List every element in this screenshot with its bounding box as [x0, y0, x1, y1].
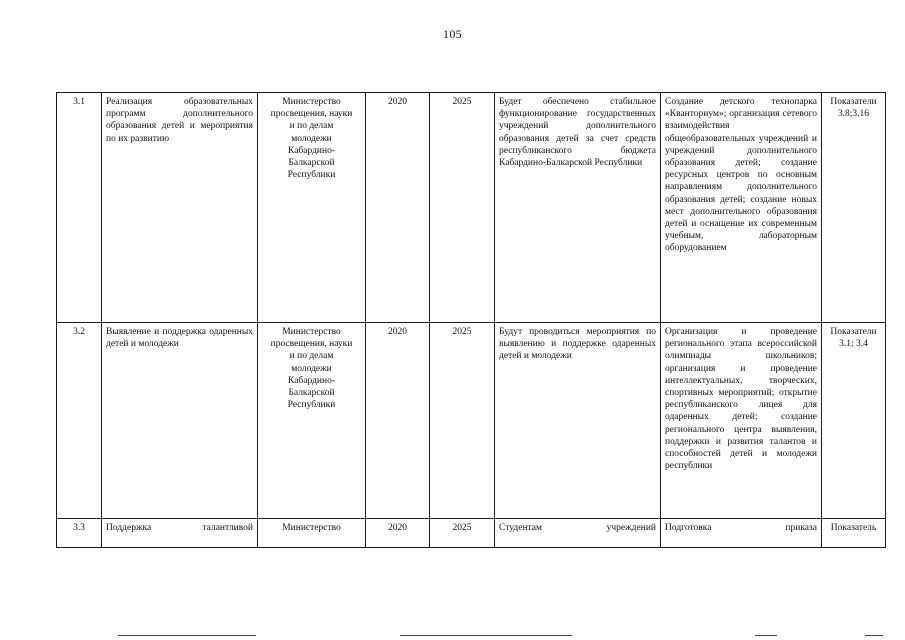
- executor-line: Министерство: [282, 523, 341, 533]
- table-row: [57, 93, 886, 323]
- executor-cell: [258, 93, 366, 323]
- expected-result: Будут проводиться мероприятия по выявлению и поддержке одаренных детей и молодежи: [495, 323, 661, 519]
- table-row: [57, 323, 886, 519]
- executor-line: Республики: [287, 170, 336, 181]
- executor-line: Министерство: [282, 327, 341, 337]
- executor-line: Кабардино-: [287, 145, 336, 156]
- activity-name: Выявление и поддержка одаренных детей и молодежи: [102, 323, 258, 519]
- row-number: 3.1: [57, 93, 102, 323]
- executor-line: и по делам: [289, 121, 334, 132]
- indicators-cell: [822, 519, 886, 548]
- indicators-line: 3.1; 3.4: [839, 339, 868, 350]
- executor-line: Министерство: [282, 97, 341, 107]
- executor-line: Балкарской: [288, 388, 335, 399]
- expected-result: Студентам учреждений: [495, 519, 661, 548]
- program-activities-table: [56, 92, 886, 548]
- main-directions: Организация и проведение регионального этапа всероссийской олимпиады школьников; организация и проведение интеллектуальных, творческих, спортивных мероприятий; открытие республиканского лицея для одаренных детей; создание регионального центра выявления, поддержки и развития талантов и способностей детей и молодежи республики: [661, 323, 822, 519]
- executor-line: молодежи: [291, 363, 332, 374]
- end-year: 2025: [430, 323, 495, 519]
- main-directions: Подготовка приказа: [661, 519, 822, 548]
- page-number: 105: [443, 27, 462, 41]
- indicators-cell: [822, 323, 886, 519]
- indicators-line: Показатель: [830, 523, 877, 533]
- executor-line: Республики: [287, 400, 336, 411]
- start-year: 2020: [366, 93, 430, 323]
- main-directions: Создание детского технопарка «Кванториум»; организация сетевого взаимодействия общеобразовательных учреждений и учреждений дополнительного образования детей; создание ресурсных центров по основным направлениям дополнительного образования детей; создание новых мест дополнительного образования детей и оснащение их современным учебным, лабораторным оборудованием: [661, 93, 822, 323]
- indicators-line: 3.8;3.16: [837, 109, 870, 120]
- end-year: 2025: [430, 93, 495, 323]
- expected-result: Будет обеспечено стабильное функционирование государственных учреждений дополнительного образования детей за счет средств республиканского бюджета Кабардино-Балкарской Республики: [495, 93, 661, 323]
- indicators-cell: [822, 93, 886, 323]
- start-year: 2020: [366, 323, 430, 519]
- start-year: 2020: [366, 519, 430, 548]
- end-year: 2025: [430, 519, 495, 548]
- table-row: [57, 519, 886, 548]
- activity-name: Реализация образовательных программ дополнительного образования детей и мероприятия по их развитию: [102, 93, 258, 323]
- executor-line: Кабардино-: [287, 375, 336, 386]
- executor-line: просвещения, науки: [270, 109, 353, 120]
- row-number: 3.3: [57, 519, 102, 548]
- scan-edge-line: [755, 635, 777, 636]
- scan-edge-line: [865, 635, 883, 636]
- scan-edge-line: [400, 635, 572, 636]
- executor-line: молодежи: [291, 133, 332, 144]
- indicators-line: Показатели: [830, 97, 877, 107]
- scan-edge-line: [118, 635, 256, 636]
- activity-name: Поддержка талантливой: [102, 519, 258, 548]
- indicators-line: Показатели: [830, 327, 877, 337]
- executor-line: и по делам: [289, 351, 334, 362]
- executor-cell: [258, 323, 366, 519]
- executor-cell: [258, 519, 366, 548]
- executor-line: Балкарской: [288, 158, 335, 169]
- row-number: 3.2: [57, 323, 102, 519]
- executor-line: просвещения, науки: [270, 339, 353, 350]
